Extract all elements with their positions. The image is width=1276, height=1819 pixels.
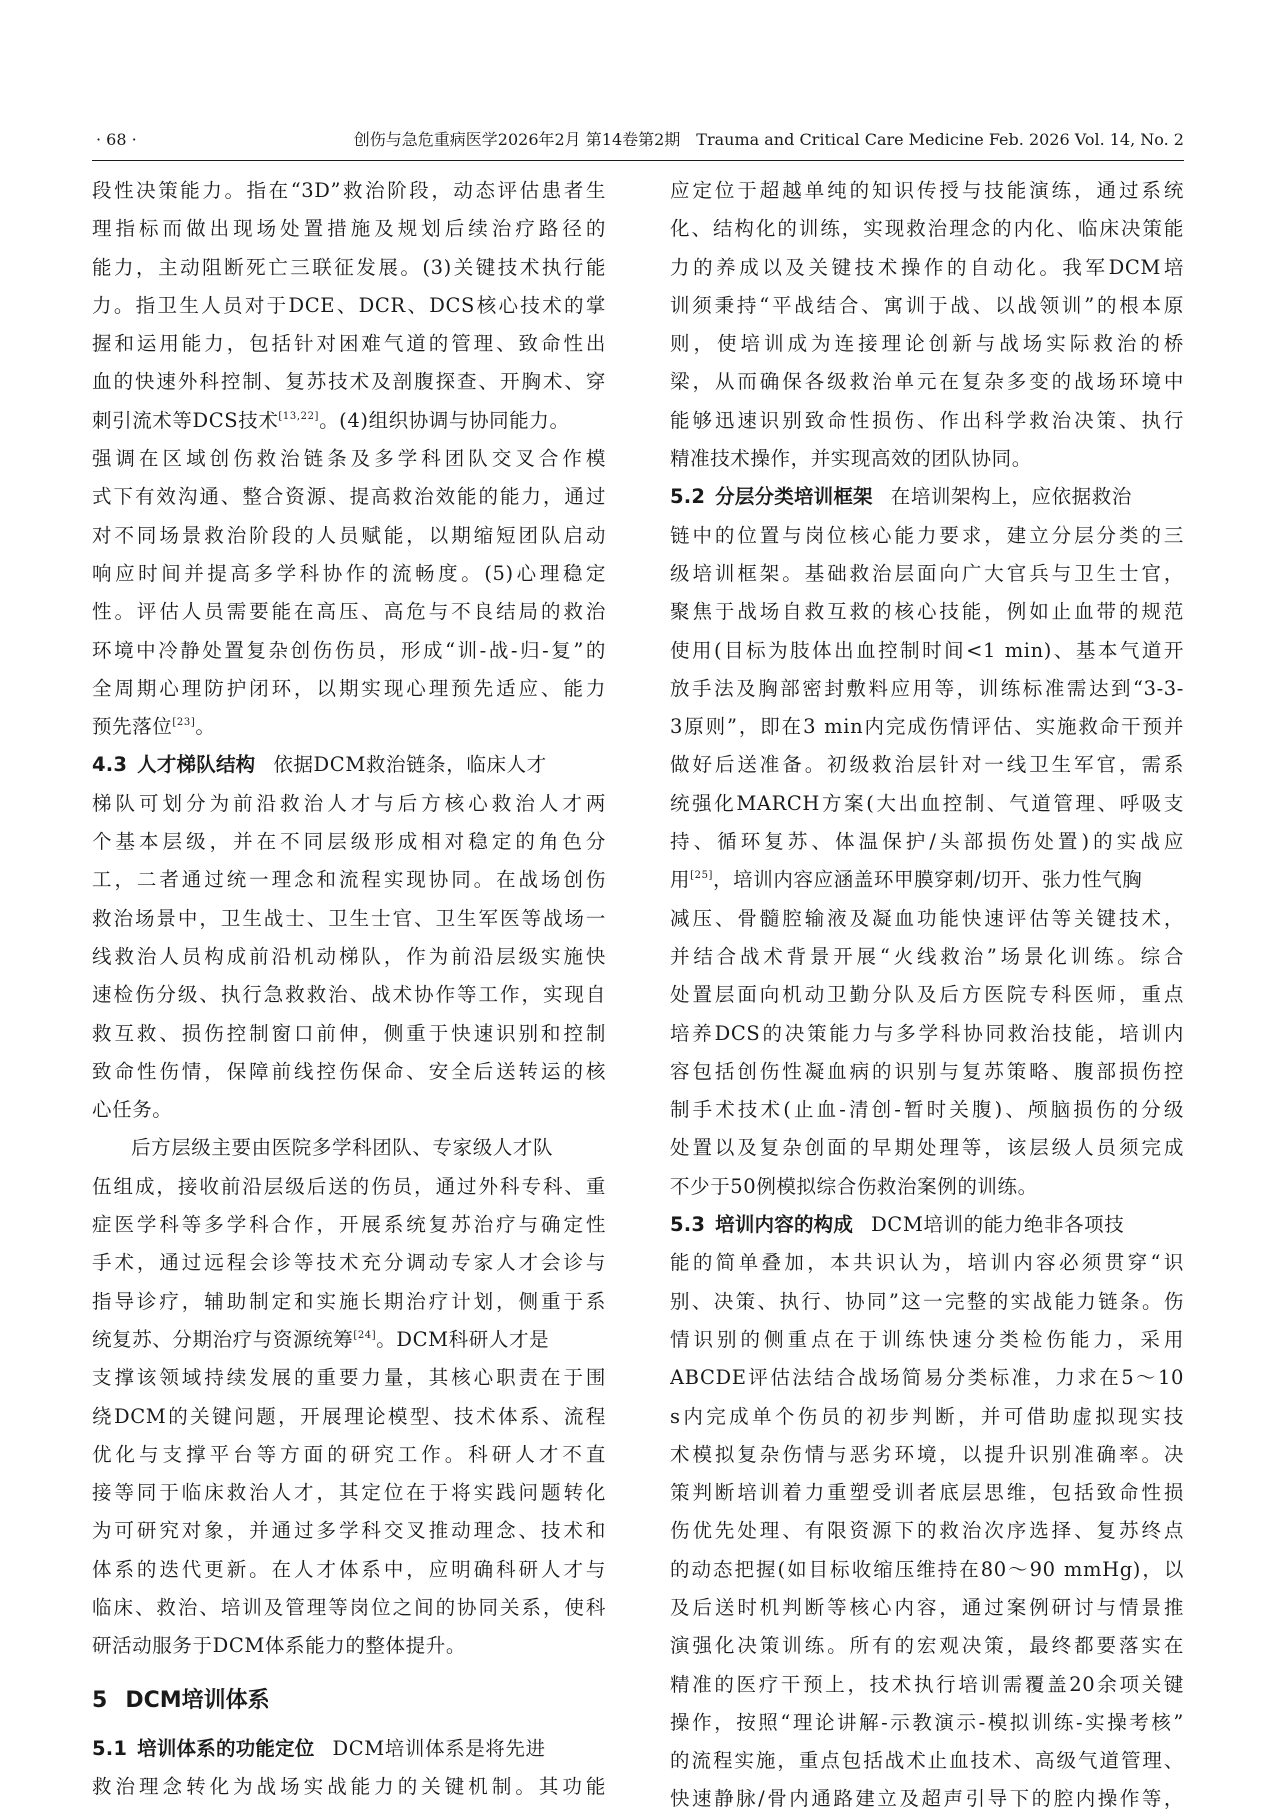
text-span: 刺引流术等DCS技术 bbox=[92, 408, 279, 432]
text-line: 链中的位置与岗位核心能力要求，建立分层分类的三 bbox=[670, 523, 1184, 547]
text-span: DCM培训体系是将先进 bbox=[332, 1736, 546, 1760]
text-line: 线救治人员构成前沿机动梯队，作为前沿层级实施快 bbox=[92, 944, 606, 968]
text-line: 培养DCS的决策能力与多学科协同救治技能，培训内 bbox=[670, 1021, 1184, 1045]
text-line: 做好后送准备。初级救治层针对一线卫生军官，需系 bbox=[670, 753, 1184, 777]
text-line: 的流程实施，重点包括战术止血技术、高级气道管理、 bbox=[670, 1749, 1184, 1773]
text-line: 持、循环复苏、体温保护/头部损伤处置)的实战应 bbox=[670, 830, 1184, 854]
text-line: 训须秉持“平战结合、寓训于战、以战领训”的根本原 bbox=[670, 293, 1184, 317]
text-line: 处置层面向机动卫勤分队及后方医院专科医师，重点 bbox=[670, 983, 1184, 1007]
section-title: 培训体系的功能定位 bbox=[137, 1736, 315, 1760]
text-line: 个基本层级，并在不同层级形成相对稳定的角色分 bbox=[92, 830, 606, 854]
text-line: 术模拟复杂伤情与恶劣环境，以提升识别准确率。决 bbox=[670, 1442, 1184, 1466]
text-span: ，培训内容应涵盖环甲膜穿刺/切开、张力性气胸 bbox=[713, 868, 1143, 892]
text-line: 减压、骨髓腔输液及凝血功能快速评估等关键技术， bbox=[670, 906, 1184, 930]
text-line: 放手法及胸部密封敷料应用等，训练标准需达到“3-3- bbox=[670, 676, 1184, 700]
text-line: 为可研究对象，并通过多学科交叉推动理念、技术和 bbox=[92, 1519, 606, 1543]
text-line: 制手术技术(止血-清创-暂时关腹)、颅脑损伤的分级 bbox=[670, 1098, 1184, 1122]
text-line: 聚焦于战场自救互救的核心技能，例如止血带的规范 bbox=[670, 600, 1184, 624]
text-line: 段性决策能力。指在“3D”救治阶段，动态评估患者生 bbox=[92, 179, 606, 202]
text-line: 伍组成，接收前沿层级后送的伤员，通过外科专科、重 bbox=[92, 1174, 606, 1198]
text-line: 应定位于超越单纯的知识传授与技能演练，通过系统 bbox=[670, 179, 1184, 202]
text-line: 则，使培训成为连接理论创新与战场实际救治的桥 bbox=[670, 332, 1184, 356]
section-title: DCM培训体系 bbox=[125, 1687, 270, 1713]
text-line: 快速静脉/骨内通路建立及超声引导下的腔内操作等， bbox=[670, 1787, 1184, 1811]
text-line: 处置以及复杂创面的早期处理等，该层级人员须完成 bbox=[670, 1136, 1184, 1160]
text-line: 指导诊疗，辅助制定和实施长期治疗计划，侧重于系 bbox=[92, 1289, 606, 1313]
text-line: 后方层级主要由医院多学科团队、专家级人才队 bbox=[131, 1136, 554, 1160]
text-line: 并结合战术背景开展“火线救治”场景化训练。综合 bbox=[670, 944, 1184, 968]
section-title: 培训内容的构成 bbox=[715, 1213, 854, 1237]
text-span: 用 bbox=[670, 868, 691, 892]
journal-info: 创伤与急危重病医学2026年2月 第14卷第2期 Trauma and Critical Care Medicine Feb. 2026 Vol. 14, No. 2 bbox=[353, 130, 1184, 149]
text-line: 能的简单叠加，本共识认为，培训内容必须贯穿“识 bbox=[670, 1251, 1184, 1275]
text-line: 梯队可划分为前沿救治人才与后方核心救治人才两 bbox=[92, 791, 606, 815]
text-line: 手术，通过远程会诊等技术充分调动专家人才会诊与 bbox=[92, 1251, 606, 1275]
text-line bbox=[92, 1321, 606, 1359]
text-line: 全周期心理防护闭环，以期实现心理预先适应、能力 bbox=[92, 676, 606, 700]
citation-ref: [23] bbox=[172, 717, 196, 729]
text-line: 致命性伤情，保障前线控伤保命、安全后送转运的核 bbox=[92, 1059, 606, 1083]
section-5-2-heading-line bbox=[670, 478, 1184, 516]
citation-ref: [25] bbox=[690, 870, 714, 882]
text-line bbox=[92, 402, 606, 440]
text-line: 接等同于临床救治人才，其定位在于将实践问题转化 bbox=[92, 1481, 606, 1505]
citation-ref: [24] bbox=[353, 1329, 377, 1341]
text-line: 别、决策、执行、协同”这一完整的实战能力链条。伤 bbox=[670, 1289, 1184, 1313]
text-line: 响应时间并提高多学科协作的流畅度。(5)心理稳定 bbox=[92, 561, 606, 585]
text-line: 绕DCM的关键问题，开展理论模型、技术体系、流程 bbox=[92, 1404, 606, 1428]
text-line: 策判断培训着力重塑受训者底层思维，包括致命性损 bbox=[670, 1481, 1184, 1505]
text-line: ABCDE评估法结合战场简易分类标准，力求在5～10 bbox=[670, 1366, 1184, 1390]
text-line: 使用(目标为肢体出血控制时间<1 min)、基本气道开 bbox=[670, 638, 1184, 662]
section-5-3-heading-line bbox=[670, 1206, 1184, 1244]
text-line: s内完成单个伤员的初步判断，并可借助虚拟现实技 bbox=[670, 1404, 1184, 1428]
text-line: 演强化决策训练。所有的宏观决策，最终都要落实在 bbox=[670, 1634, 1184, 1658]
text-line: 力。指卫生人员对于DCE、DCR、DCS核心技术的掌 bbox=[92, 293, 606, 317]
section-title: 分层分类培训框架 bbox=[715, 485, 873, 509]
section-number: 5.1 bbox=[92, 1736, 128, 1760]
text-line: 研活动服务于DCM体系能力的整体提升。 bbox=[92, 1634, 466, 1658]
page-number: · 68 · bbox=[96, 130, 137, 149]
text-span: DCM培训的能力绝非各项技 bbox=[871, 1213, 1125, 1237]
text-line: 梁，从而确保各级救治单元在复杂多变的战场环境中 bbox=[670, 370, 1184, 394]
right-column bbox=[670, 172, 1184, 1819]
left-column bbox=[92, 172, 606, 1806]
text-line: 支撑该领域持续发展的重要力量，其核心职责在于围 bbox=[92, 1366, 606, 1390]
section-number: 4.3 bbox=[92, 753, 128, 777]
text-line: 血的快速外科控制、复苏技术及剖腹探查、开胸术、穿 bbox=[92, 370, 606, 394]
section-5-heading bbox=[92, 1672, 606, 1730]
text-line: 优化与支撑平台等方面的研究工作。科研人才不直 bbox=[92, 1442, 606, 1466]
text-line: 能够迅速识别致命性损伤、作出科学救治决策、执行 bbox=[670, 408, 1184, 432]
text-line: 式下有效沟通、整合资源、提高救治效能的能力，通过 bbox=[92, 485, 606, 509]
text-span: 在培训架构上，应依据救治 bbox=[890, 485, 1132, 509]
text-span: 预先落位 bbox=[92, 715, 173, 739]
text-line: 性。评估人员需要能在高压、高危与不良结局的救治 bbox=[92, 600, 606, 624]
citation-ref: [13,22] bbox=[278, 410, 320, 422]
text-line: 伤优先处理、有限资源下的救治次序选择、复苏终点 bbox=[670, 1519, 1184, 1543]
text-span: 。 bbox=[195, 715, 216, 739]
text-line: 及后送时机判断等核心内容，通过案例研讨与情景推 bbox=[670, 1595, 1184, 1619]
text-span: 统复苏、分期治疗与资源统筹 bbox=[92, 1327, 354, 1351]
text-line: 的动态把握(如目标收缩压维持在80～90 mmHg)，以 bbox=[670, 1557, 1184, 1581]
text-line: 救治场景中，卫生战士、卫生士官、卫生军医等战场一 bbox=[92, 906, 606, 930]
text-line: 力的养成以及关键技术操作的自动化。我军DCM培 bbox=[670, 255, 1184, 279]
text-line: 情识别的侧重点在于训练快速分类检伤能力，采用 bbox=[670, 1327, 1184, 1351]
header-rule bbox=[92, 160, 1184, 161]
running-header bbox=[92, 128, 1184, 152]
text-line: 对不同场景救治阶段的人员赋能，以期缩短团队启动 bbox=[92, 523, 606, 547]
section-title: 人才梯队结构 bbox=[137, 753, 256, 777]
text-line: 3原则”，即在3 min内完成伤情评估、实施救命干预并 bbox=[670, 715, 1184, 739]
text-line: 心任务。 bbox=[92, 1098, 173, 1122]
text-line: 临床、救治、培训及管理等岗位之间的协同关系，使科 bbox=[92, 1595, 606, 1619]
text-line bbox=[670, 861, 1184, 899]
text-line: 工，二者通过统一理念和流程实现协同。在战场创伤 bbox=[92, 868, 606, 892]
text-line: 体系的迭代更新。在人才体系中，应明确科研人才与 bbox=[92, 1557, 606, 1581]
text-line: 精准的医疗干预上，技术执行培训需覆盖20余项关键 bbox=[670, 1672, 1184, 1696]
text-line: 容包括创伤性凝血病的识别与复苏策略、腹部损伤控 bbox=[670, 1059, 1184, 1083]
section-number: 5.3 bbox=[670, 1213, 706, 1237]
text-line: 统强化MARCH方案(大出血控制、气道管理、呼吸支 bbox=[670, 791, 1184, 815]
text-line bbox=[92, 708, 606, 746]
text-line: 能力，主动阻断死亡三联征发展。(3)关键技术执行能 bbox=[92, 255, 606, 279]
text-line: 操作，按照“理论讲解-示教演示-模拟训练-实操考核” bbox=[670, 1710, 1184, 1734]
section-5-1-heading-line bbox=[92, 1730, 606, 1768]
text-line: 速检伤分级、执行急救救治、战术协作等工作，实现自 bbox=[92, 983, 606, 1007]
text-line: 理指标而做出现场处置措施及规划后续治疗路径的 bbox=[92, 217, 606, 241]
text-line: 不少于50例模拟综合伤救治案例的训练。 bbox=[670, 1174, 1038, 1198]
text-line: 环境中冷静处置复杂创伤伤员，形成“训-战-归-复”的 bbox=[92, 638, 606, 662]
text-line: 症医学科等多学科合作，开展系统复苏治疗与确定性 bbox=[92, 1213, 606, 1237]
text-line: 精准技术操作，并实现高效的团队协同。 bbox=[670, 447, 1032, 471]
text-line: 级培训框架。基础救治层面向广大官兵与卫生士官， bbox=[670, 561, 1184, 585]
section-4-3-heading-line bbox=[92, 746, 606, 784]
text-line: 救互救、损伤控制窗口前伸，侧重于快速识别和控制 bbox=[92, 1021, 606, 1045]
text-line: 救治理念转化为战场实战能力的关键机制。其功能 bbox=[92, 1774, 606, 1798]
text-line: 化、结构化的训练，实现救治理念的内化、临床决策能 bbox=[670, 217, 1184, 241]
text-span: 依据DCM救治链条，临床人才 bbox=[273, 753, 547, 777]
text-span: 。(4)组织协调与协同能力。 bbox=[319, 408, 570, 432]
section-number: 5.2 bbox=[670, 485, 706, 509]
text-line: 强调在区域创伤救治链条及多学科团队交叉合作模 bbox=[92, 447, 606, 471]
text-line: 握和运用能力，包括针对困难气道的管理、致命性出 bbox=[92, 332, 606, 356]
section-number: 5 bbox=[92, 1687, 108, 1713]
text-span: 。DCM科研人才是 bbox=[376, 1327, 550, 1351]
